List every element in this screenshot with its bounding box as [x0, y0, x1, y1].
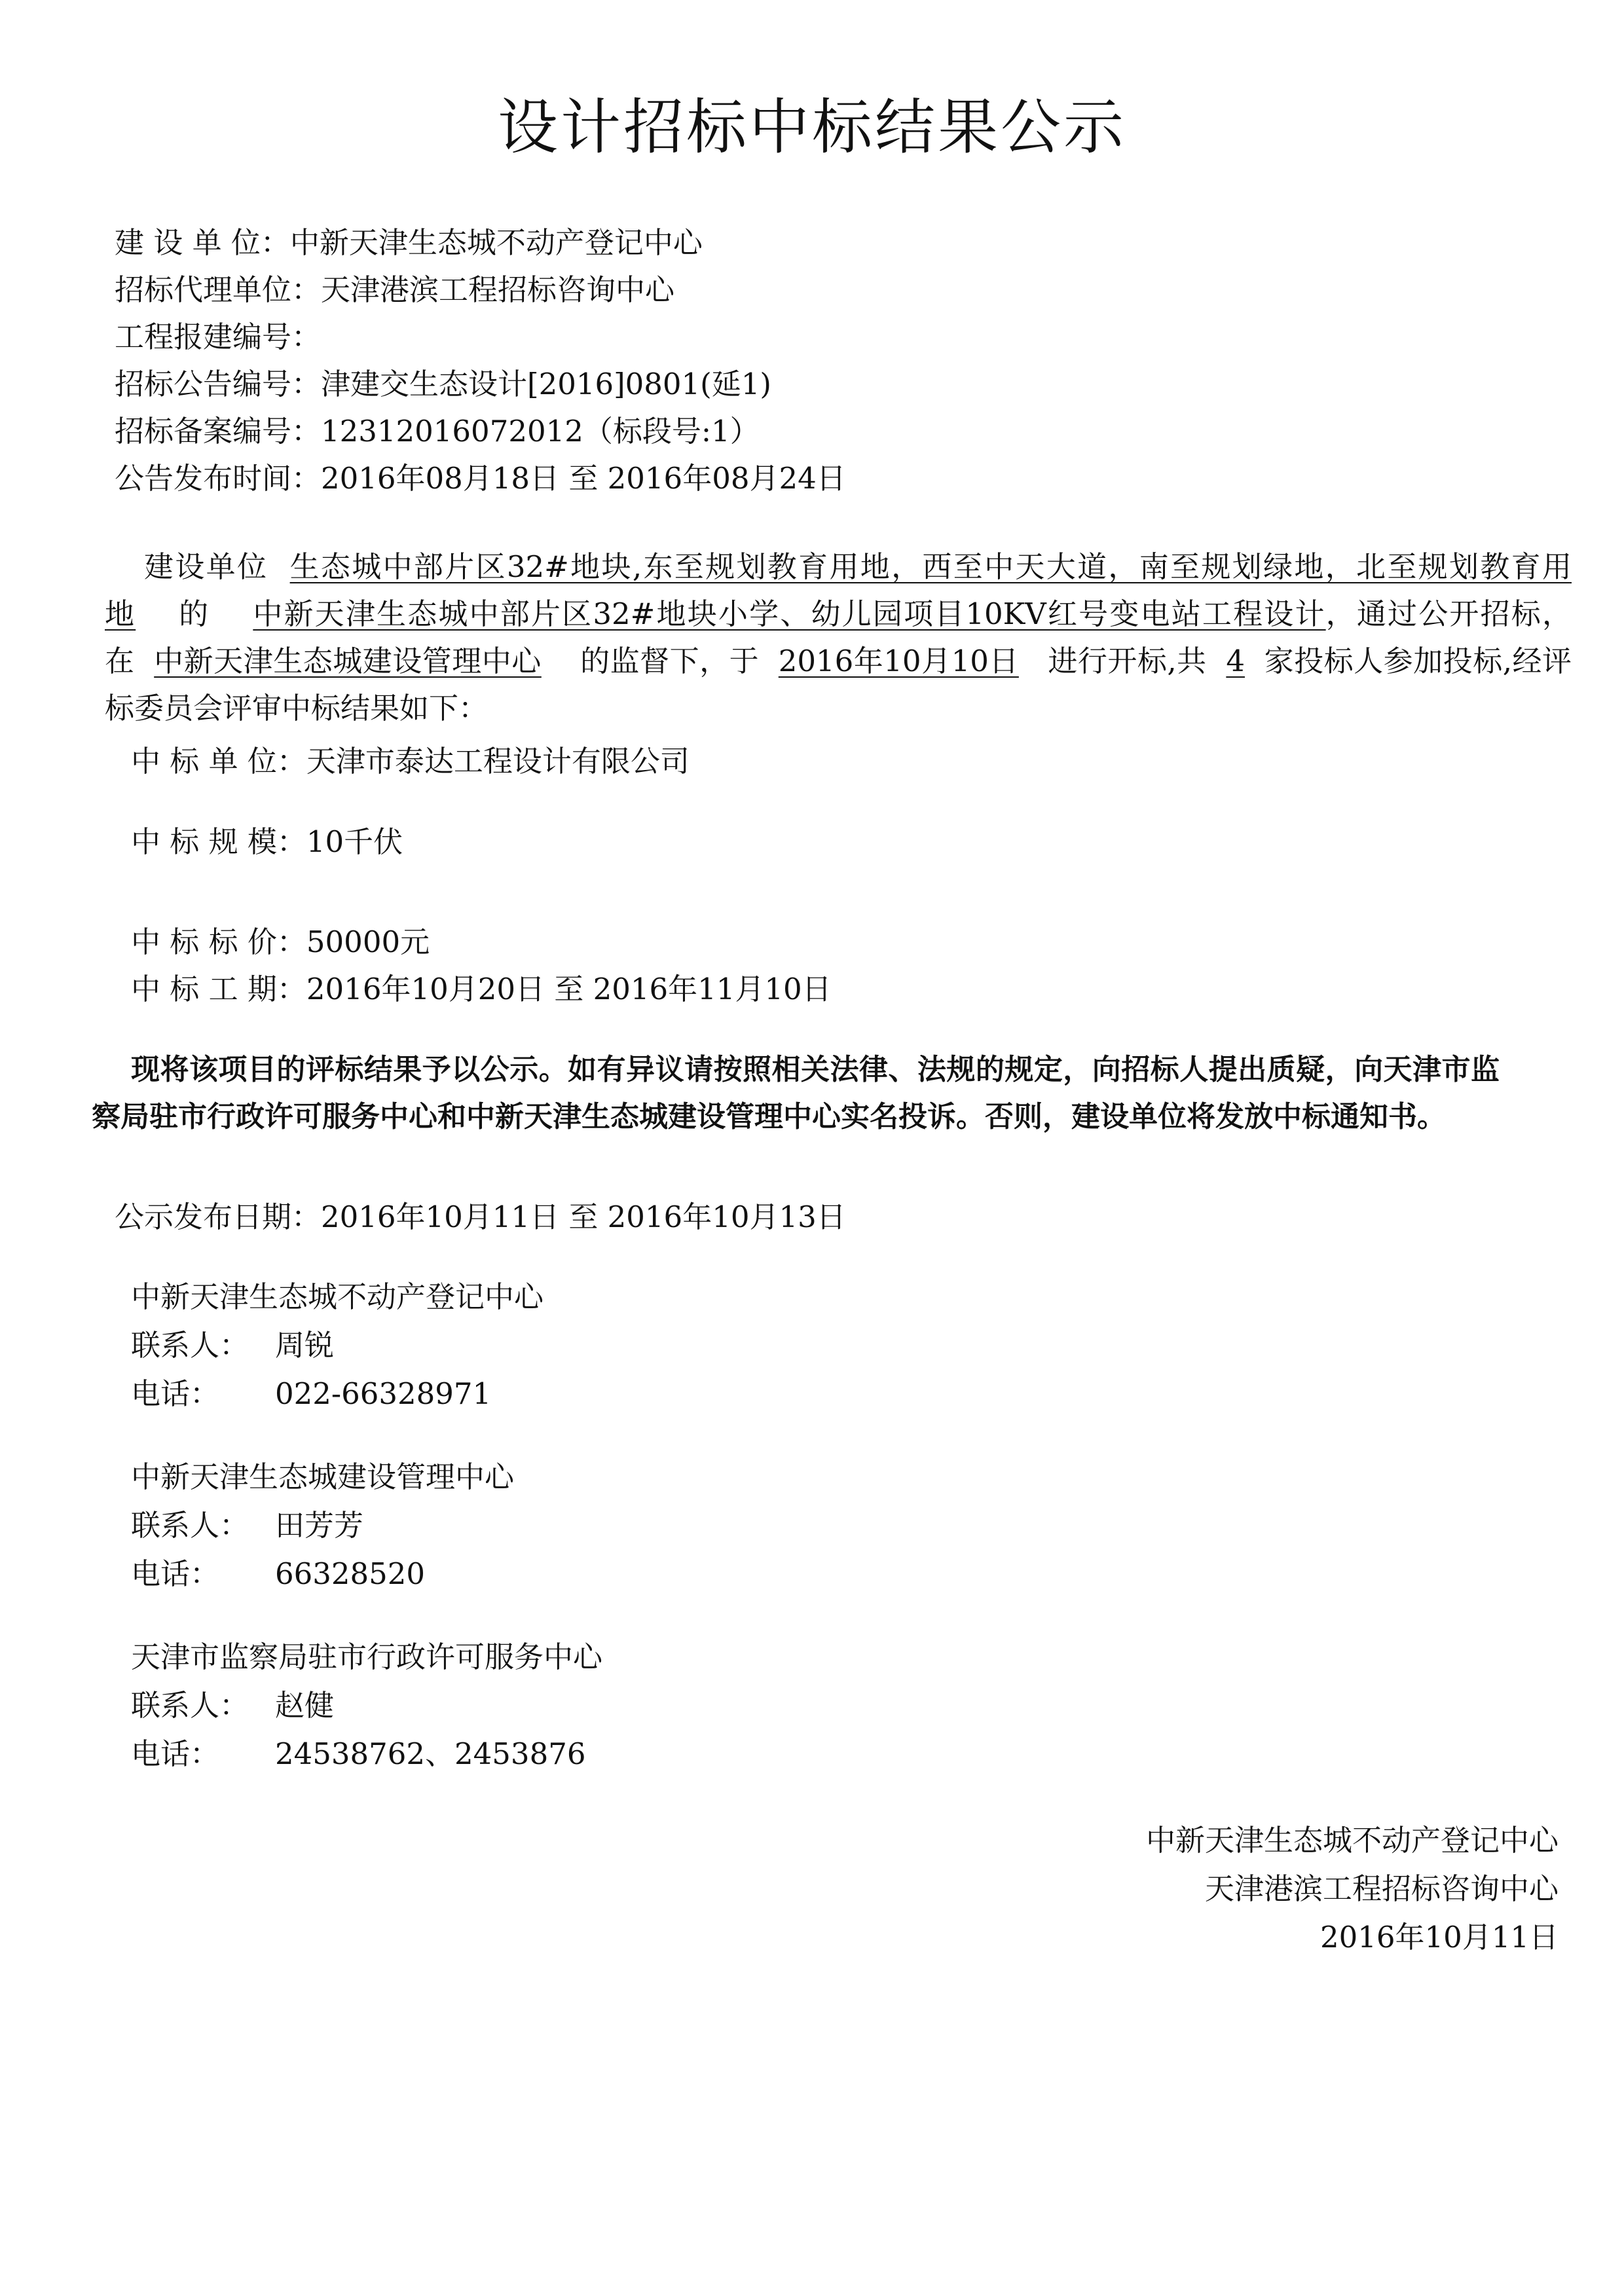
contact-org: 中新天津生态城建设管理中心 — [131, 1460, 515, 1494]
result-value: 10千伏 — [306, 824, 403, 859]
document-title: 设计招标中标结果公示 — [497, 92, 1126, 162]
publish-value: 2016年10月11日 至 2016年10月13日 — [321, 1200, 846, 1234]
result-value: 天津市泰达工程设计有限公司 — [306, 744, 690, 779]
field-value: 津建交生态设计[2016]0801(延1) — [321, 367, 771, 401]
field-label: 建 设 单 位： — [115, 225, 290, 260]
publish-period — [115, 1197, 846, 1238]
contact-phone-label: 电话： — [131, 1556, 220, 1591]
field-value: 中新天津生态城不动产登记中心 — [289, 225, 703, 260]
body-paragraph — [105, 543, 1572, 732]
result-label: 中 标 单 位： — [131, 744, 306, 779]
result-label: 中 标 工 期： — [131, 972, 306, 1006]
body-text: 家投标人参加投标,经评标委员会评审中标结果如下： — [105, 644, 1572, 725]
contact-phone-label: 电话： — [131, 1736, 220, 1771]
field-value: 天津港滨工程招标咨询中心 — [321, 272, 675, 307]
contact-phone-row — [131, 1734, 585, 1774]
contact-phone-label: 电话： — [131, 1376, 220, 1411]
field-publish-time — [115, 458, 846, 499]
project-name: 中新天津生态城中部片区32#地块小学、幼儿园项目10KV红号变电站工程设计 — [253, 597, 1326, 631]
contact-person-row — [131, 1685, 334, 1726]
signature-org-2: 天津港滨工程招标咨询中心 — [1204, 1871, 1559, 1906]
body-text: 的监督下，于 — [580, 644, 760, 678]
publish-label: 公示发布日期： — [115, 1200, 322, 1234]
field-record-number — [115, 411, 760, 452]
field-label: 公告发布时间： — [115, 461, 322, 496]
contact-person: 周锐 — [275, 1328, 335, 1363]
body-lead: 建设单位 — [144, 549, 268, 584]
result-label: 中 标 规 模： — [131, 824, 306, 859]
contact-person: 赵健 — [275, 1688, 335, 1723]
result-winner — [131, 741, 690, 782]
supervisor-name: 中新天津生态城建设管理中心 — [154, 644, 542, 678]
contact-phone-row — [131, 1374, 491, 1414]
contact-phone: 66328520 — [275, 1556, 426, 1591]
signature-org-1: 中新天津生态城不动产登记中心 — [1145, 1823, 1559, 1858]
result-price — [131, 922, 430, 963]
contact-org: 天津市监察局驻市行政许可服务中心 — [131, 1640, 603, 1674]
field-label: 招标公告编号： — [115, 367, 322, 401]
contact-person-row — [131, 1325, 334, 1366]
result-value: 2016年10月20日 至 2016年11月10日 — [306, 972, 832, 1006]
contact-org: 中新天津生态城不动产登记中心 — [131, 1279, 544, 1314]
bidder-count: 4 — [1226, 644, 1245, 678]
signature-date: 2016年10月11日 — [1320, 1920, 1559, 1955]
project-location: 生态城中部片区32#地块,东至规划教育用地，西至中天大道，南至规划绿地，北至规划教育用地 — [105, 549, 1572, 631]
contact-phone-row — [131, 1554, 425, 1594]
field-label: 工程报建编号： — [115, 320, 322, 354]
contact-person-label: 联系人： — [131, 1328, 249, 1363]
contact-person-row — [131, 1505, 363, 1546]
field-value: 12312016072012（标段号:1） — [321, 414, 760, 449]
contact-person-label: 联系人： — [131, 1688, 249, 1723]
field-notice-number — [115, 364, 771, 405]
field-construction-unit — [115, 223, 703, 263]
result-period — [131, 969, 832, 1010]
body-text: 进行开标,共 — [1048, 644, 1207, 678]
field-label: 招标代理单位： — [115, 272, 322, 307]
field-agency — [115, 270, 674, 310]
contact-person: 田芳芳 — [275, 1508, 364, 1543]
result-value: 50000元 — [306, 925, 430, 959]
body-de: 的 — [179, 597, 210, 631]
objection-notice: 现将该项目的评标结果予以公示。如有异议请按照相关法律、法规的规定，向招标人提出质疑，向天津市监察局驻市行政许可服务中心和中新天津生态城建设管理中心实名投诉。否则，建设单位将发放中标通知书。 — [92, 1053, 1500, 1133]
result-label: 中 标 标 价： — [131, 925, 306, 959]
field-project-number — [115, 317, 321, 358]
result-scale — [131, 822, 403, 862]
contact-phone: 022-66328971 — [275, 1376, 492, 1411]
contact-phone: 24538762、2453876 — [275, 1736, 586, 1771]
contact-person-label: 联系人： — [131, 1508, 249, 1543]
body-text: ，通过公开招标，在 — [105, 597, 1572, 678]
open-date: 2016年10月10日 — [778, 644, 1019, 678]
field-value: 2016年08月18日 至 2016年08月24日 — [321, 461, 846, 496]
field-label: 招标备案编号： — [115, 414, 322, 449]
